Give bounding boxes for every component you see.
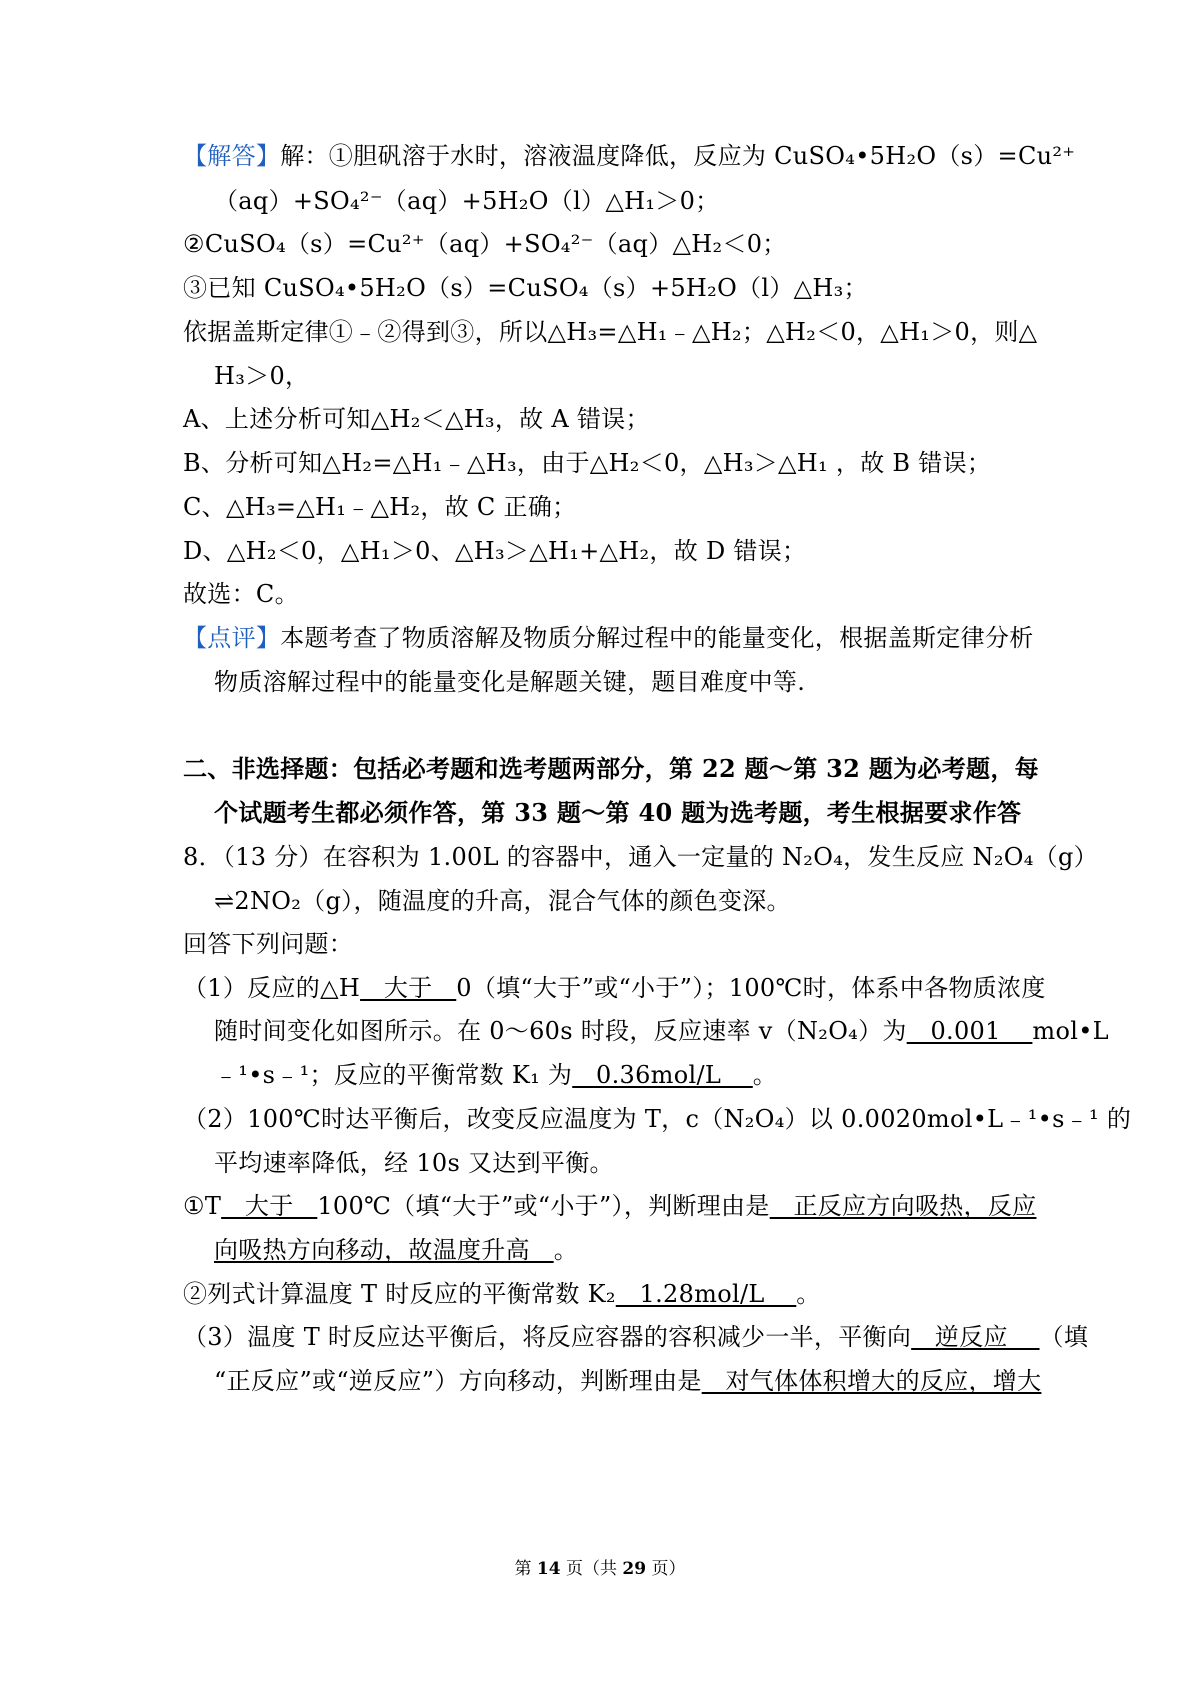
answer-k1: 0.36mol/L: [572, 1061, 753, 1089]
answer-reason-1-cont: 向吸热方向移动，故温度升高: [214, 1236, 554, 1264]
solution-line-6: H₃＞0，: [214, 362, 310, 390]
part-2-line-1: （2）100℃时达平衡后，改变反应温度为 T，c（N₂O₄）以 0.0020mol•L﹣¹•s﹣¹ 的: [183, 1105, 1132, 1133]
comment-tag: 【点评】: [183, 624, 281, 652]
page-footer: [0, 1558, 1200, 1580]
part-2-1-text-b: 100℃（填“大于”或“小于”），判断理由是: [317, 1192, 770, 1220]
part-3-text-c: “正反应”或“逆反应”）方向移动，判断理由是: [214, 1367, 702, 1395]
answer-t: 大于: [221, 1192, 318, 1220]
part-1-line-1: [183, 971, 1046, 1005]
answer-direction: 逆反应: [911, 1323, 1040, 1351]
solution-line-5: 依据盖斯定律①﹣②得到③，所以△H₃=△H₁﹣△H₂；△H₂＜0，△H₁＞0，则△: [183, 318, 1038, 346]
part-1-text-e: ﹣¹•s﹣¹；反应的平衡常数 K₁ 为: [214, 1061, 573, 1089]
answer-rate: 0.001: [906, 1017, 1033, 1045]
comment-line-2: 物质溶解过程中的能量变化是解题关键，题目难度中等.: [214, 668, 806, 696]
section-heading-line-1: 二、非选择题：包括必考题和选考题两部分，第 22 题～第 32 题为必考题，每: [183, 754, 1039, 783]
solution-choice: 故选：C。: [183, 580, 299, 608]
part-1-line-3: [214, 1058, 1054, 1092]
part-1-unit: mol•L: [1032, 1017, 1109, 1045]
part-2-1-text: ①T: [183, 1192, 222, 1220]
part-1-end: 。: [752, 1061, 778, 1089]
part-3-text: （3）温度 T 时反应达平衡后，将反应容器的容积减少一半，平衡向: [183, 1323, 912, 1351]
part-2-line-2: 平均速率降低，经 10s 又达到平衡。: [214, 1149, 614, 1177]
solution-line-4: ③已知 CuSO₄•5H₂O（s）=CuSO₄（s）+5H₂O（l）△H₃；: [183, 274, 868, 302]
part-1-text: （1）反应的△H: [183, 974, 361, 1002]
footer-middle: 页（共: [560, 1559, 623, 1579]
answer-k2: 1.28mol/L: [615, 1280, 797, 1308]
part-2-2-text: ②列式计算温度 T 时反应的平衡常数 K₂: [183, 1280, 616, 1308]
part-2-2-end: 。: [796, 1280, 821, 1308]
solution-line-3: ②CuSO₄（s）=Cu²⁺（aq）+SO₄²⁻（aq）△H₂＜0；: [183, 230, 787, 258]
page-total: 29: [622, 1559, 647, 1579]
answer-delta-h: 大于: [360, 974, 457, 1002]
solution-option-b: B、分析可知△H₂=△H₁﹣△H₃，由于△H₂＜0，△H₃＞△H₁ ，故 B 错误；: [183, 449, 992, 477]
part-3-text-b: （填: [1039, 1323, 1089, 1351]
solution-option-a: A、上述分析可知△H₂＜△H₃，故 A 错误；: [183, 405, 650, 433]
part-1-text-c: 随时间变化如图所示。在 0～60s 时段，反应速率 v（N₂O₄）为: [214, 1017, 907, 1045]
part-2-2-line: [183, 1277, 1023, 1311]
section-heading-line-2: 个试题考生都必须作答，第 33 题～第 40 题为选考题，考生根据要求作答: [214, 798, 1022, 827]
solution-option-c: C、△H₃=△H₁﹣△H₂，故 C 正确；: [183, 493, 577, 521]
part-3-line-2: [214, 1364, 1054, 1398]
part-2-1-line-1: [183, 1189, 1037, 1223]
question-8-prompt: 回答下列问题：: [183, 930, 354, 958]
part-3-line-1: [183, 1320, 1089, 1354]
comment-line-1: [183, 621, 1034, 655]
solution-text: 解：①胆矾溶于水时，溶液温度降低，反应为 CuSO₄•5H₂O（s）=Cu²⁺: [280, 142, 1076, 170]
footer-prefix: 第: [514, 1559, 537, 1579]
solution-option-d: D、△H₂＜0，△H₁＞0、△H₃＞△H₁+△H₂，故 D 错误；: [183, 537, 807, 565]
part-2-1-line-2: [214, 1233, 1054, 1267]
solution-line-1: [183, 139, 1076, 173]
part-1-line-2: [214, 1014, 1109, 1048]
answer-reason-2: 对气体体积增大的反应，增大: [701, 1367, 1042, 1395]
solution-tag: 【解答】: [183, 142, 281, 170]
question-8-line-1: 8．（13 分）在容积为 1.00L 的容器中，通入一定量的 N₂O₄，发生反应 N₂O₄（g）: [183, 843, 1098, 871]
footer-suffix: 页）: [646, 1559, 686, 1579]
part-2-1-end: 。: [553, 1236, 578, 1264]
part-1-text-b: 0（填“大于”或“小于”）；100℃时，体系中各物质浓度: [456, 974, 1046, 1002]
solution-line-2: （aq）+SO₄²⁻（aq）+5H₂O（l）△H₁＞0；: [214, 187, 720, 215]
answer-reason-1: 正反应方向吸热，反应: [769, 1192, 1037, 1220]
page-number: 14: [536, 1559, 561, 1579]
question-8-line-2: ⇌2NO₂（g），随温度的升高，混合气体的颜色变深。: [214, 887, 791, 915]
comment-text: 本题考查了物质溶解及物质分解过程中的能量变化，根据盖斯定律分析: [280, 624, 1034, 652]
